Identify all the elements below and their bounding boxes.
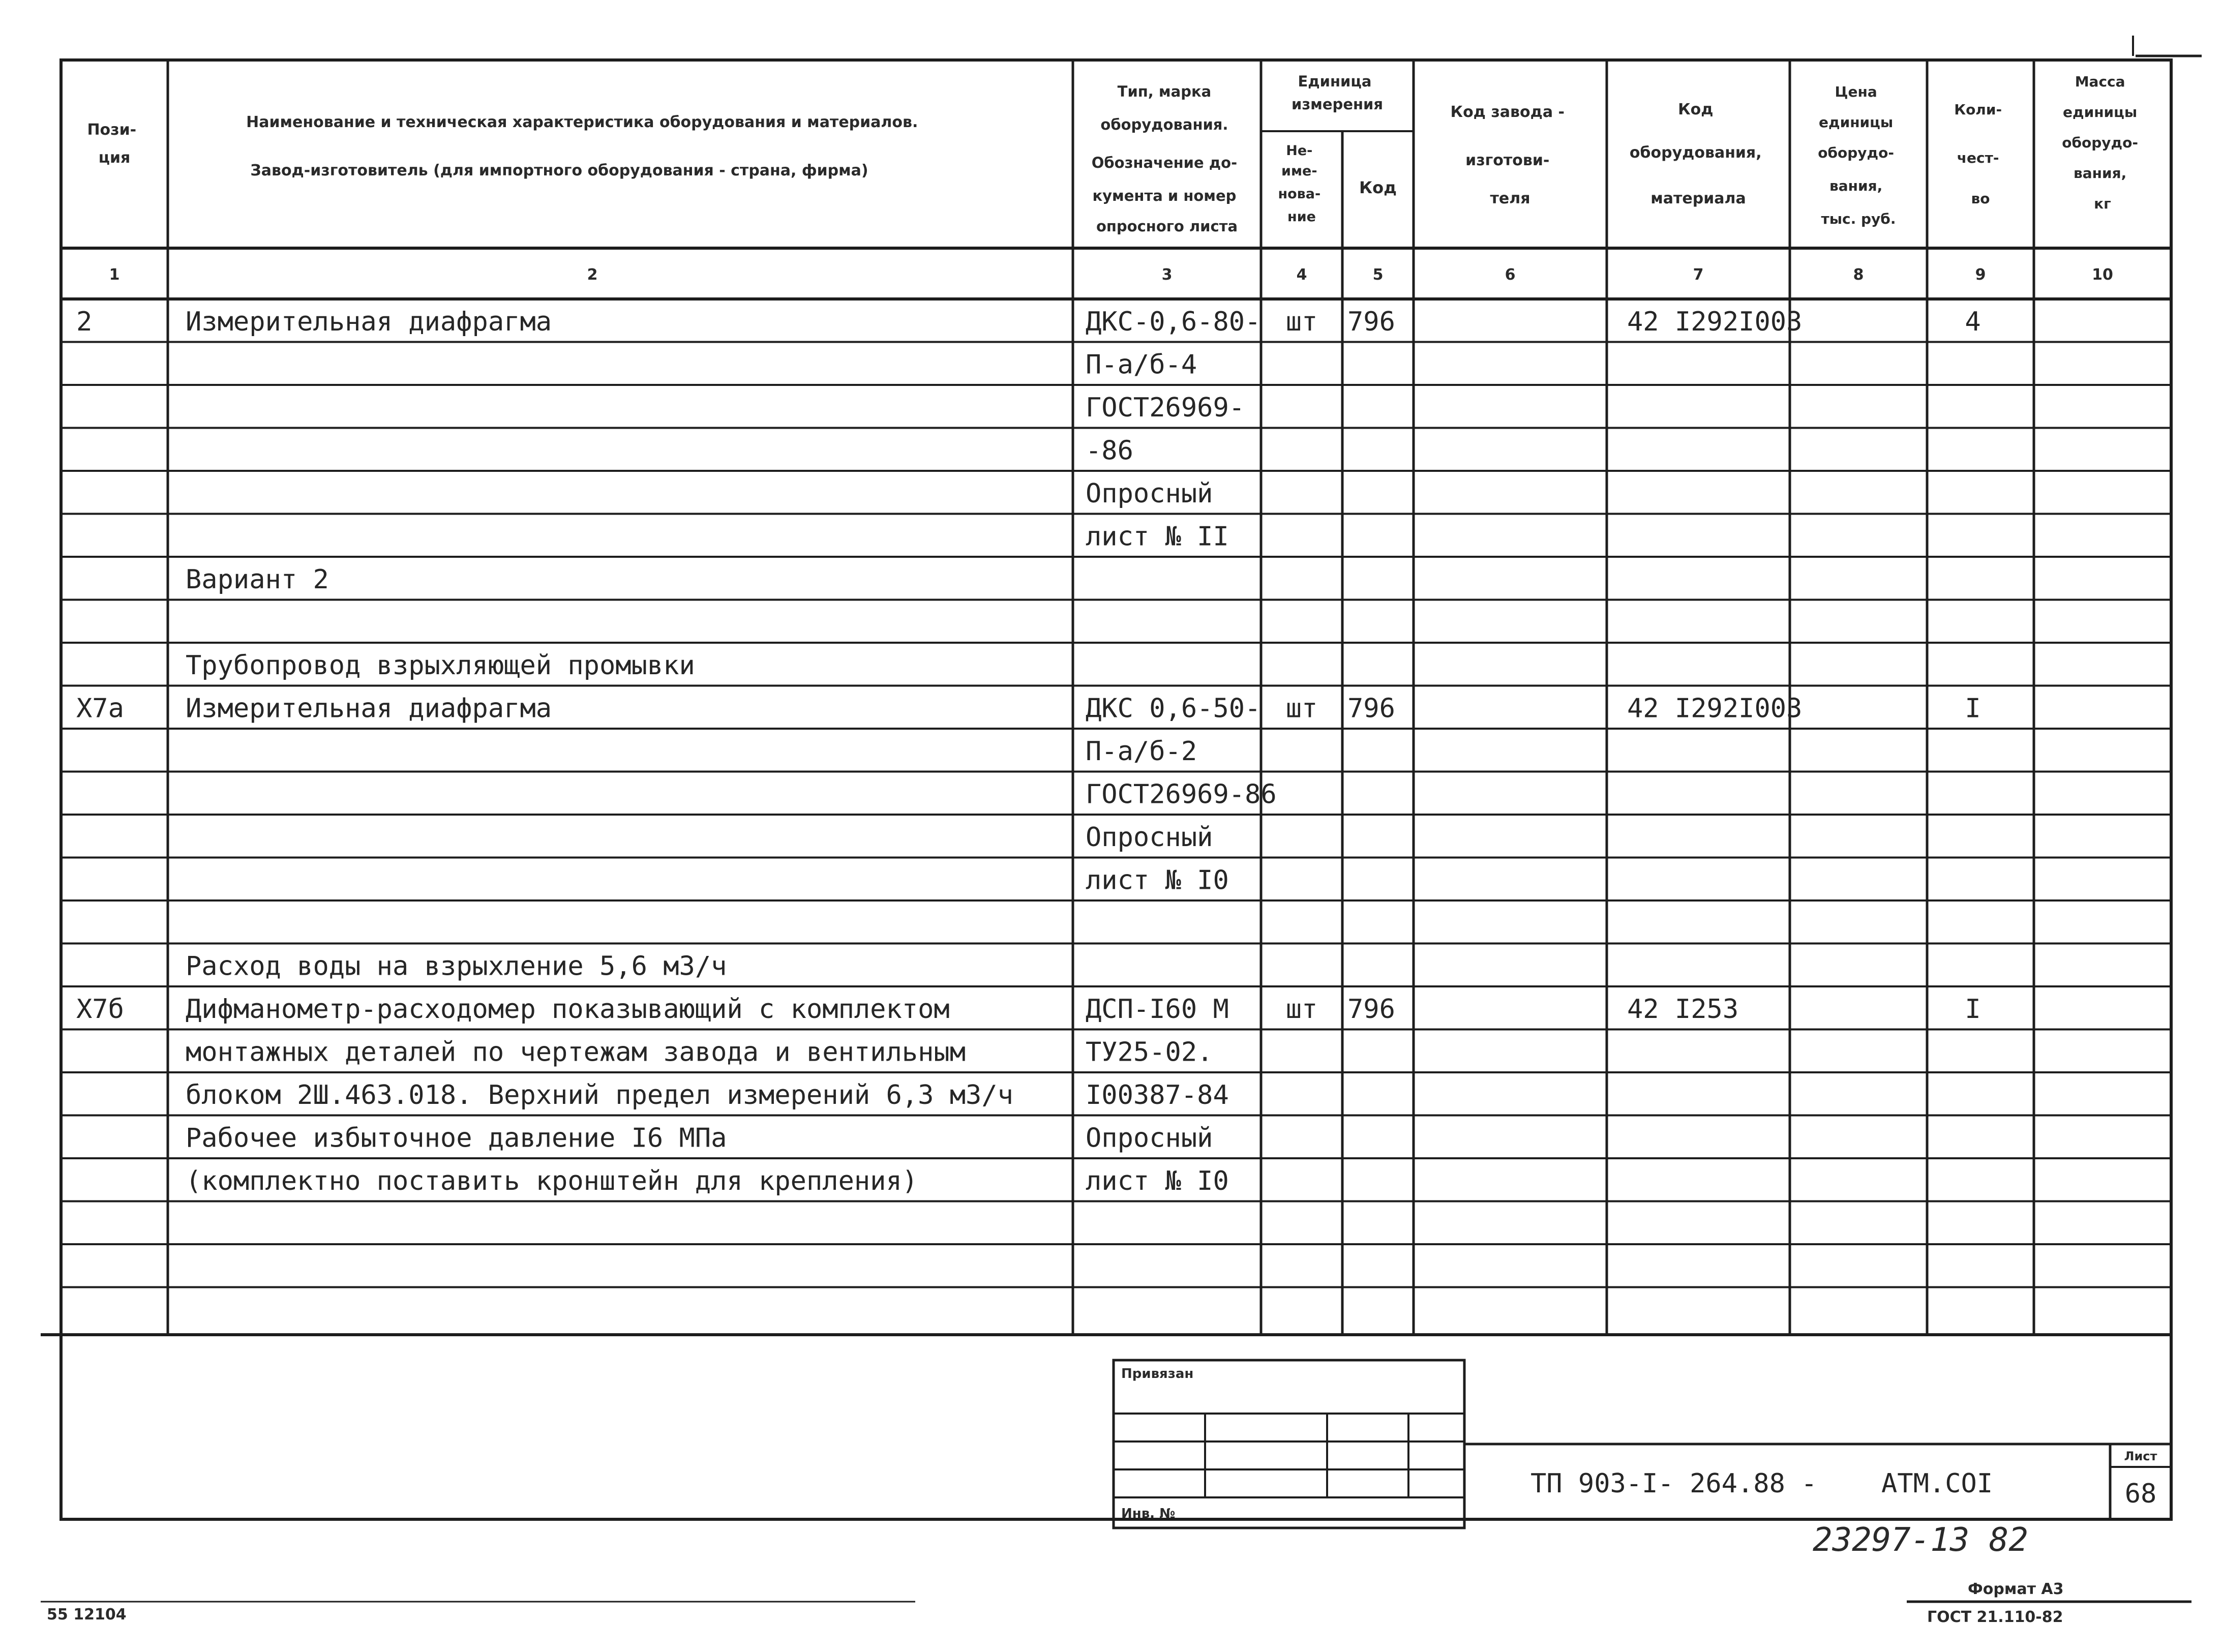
svg-text:8: 8 [1853, 266, 1864, 284]
cell-unit-code: 796 [1347, 693, 1395, 724]
inventory-label: Инв. № [1121, 1506, 1176, 1521]
cell-quantity: I [1965, 994, 1981, 1025]
cell-type: П-а/б-4 [1086, 349, 1197, 380]
format-label: Формат А3 [1968, 1580, 2064, 1598]
cell-type: лист № I0 [1086, 1166, 1229, 1196]
cell-type: I00387-84 [1086, 1080, 1229, 1110]
cell-unit: шт [1285, 693, 1318, 724]
table-row [186, 1123, 1213, 1154]
cell-equipment-code: 42 I253 [1627, 994, 1739, 1025]
spec-rows [76, 307, 1981, 1196]
cell-unit-code: 796 [1347, 994, 1395, 1025]
header-pos: Пози- ция [87, 121, 137, 167]
table-row [186, 1037, 1213, 1068]
svg-text:1: 1 [109, 266, 120, 284]
table-row [186, 564, 329, 595]
cell-type: ТУ25-02. [1086, 1037, 1213, 1068]
header-unit-code: Код [1359, 178, 1397, 197]
cell-quantity: I [1965, 693, 1981, 724]
cell-name: Расход воды на взрыхление 5,6 м3/ч [186, 951, 727, 982]
svg-text:5: 5 [1372, 266, 1384, 284]
header-price: Цена единицы оборудо- вания, тыс. руб. [1818, 83, 1896, 227]
cell-unit: шт [1285, 307, 1318, 337]
table-row [76, 994, 1981, 1025]
bound-label: Привязан [1121, 1366, 1194, 1381]
table-row [1086, 736, 1197, 767]
cell-name: Рабочее избыточное давление I6 МПа [186, 1123, 727, 1154]
svg-text:10: 10 [2092, 266, 2113, 284]
header-qty: Коли- чест- во [1954, 101, 2002, 207]
cell-equipment-code: 42 I292I003 [1627, 307, 1803, 337]
table-row [76, 694, 1981, 724]
cell-name: Трубопровод взрыхляющей промывки [186, 650, 695, 681]
header-code: Код оборудования, материала [1629, 101, 1762, 207]
cell-type: Опросный [1086, 1123, 1213, 1154]
header-unit: Единица измерения [1292, 73, 1383, 113]
cell-unit: шт [1285, 994, 1318, 1025]
table-row [1086, 822, 1213, 853]
table-row [1086, 393, 1245, 423]
table-row [186, 650, 695, 681]
cell-quantity: 4 [1965, 307, 1981, 337]
header-type: Тип, марка оборудования. Обозначение до- кумента и номер опросного листа [1091, 83, 1238, 235]
cell-type: лист № I0 [1086, 865, 1229, 896]
table-row [1086, 350, 1197, 380]
cell-name: Измерительная диафрагма [186, 307, 552, 337]
sheet-number: 68 [2124, 1479, 2157, 1509]
archive-number: 23297-13 82 [1813, 1521, 2028, 1559]
cell-name: блоком 2Ш.463.018. Верхний предел измерений 6,3 м3/ч [186, 1080, 1013, 1110]
svg-text:6: 6 [1505, 266, 1516, 284]
document-suffix: АТМ.СОI [1881, 1468, 1993, 1499]
title-block [1114, 1360, 2171, 1528]
header-maker: Код завода - изготови- теля [1450, 103, 1565, 207]
print-number: 55 12104 [47, 1606, 127, 1624]
table-header [87, 73, 2143, 235]
header-name: Наименование и техническая характеристика оборудования и материалов. Завод-изготовитель (для импортного оборудования - страна, фирма) [246, 113, 918, 179]
table-row [1086, 865, 1229, 896]
svg-text:3: 3 [1161, 266, 1173, 284]
cell-position: Х7б [76, 994, 124, 1025]
sheet-label: Лист [2124, 1449, 2157, 1463]
cell-type: -86 [1086, 435, 1133, 466]
gost-label: ГОСТ 21.110-82 [1927, 1608, 2063, 1626]
document-code: ТП 903-I- 264.88 - [1530, 1468, 1817, 1499]
cell-type: ГОСТ26969- [1086, 393, 1245, 423]
header-unit-name: Не- име- нова- ние [1278, 143, 1321, 225]
cell-type: Опросный [1086, 822, 1213, 853]
cell-type: лист № II [1086, 521, 1229, 552]
table-row [1086, 478, 1213, 509]
column-numbers [109, 266, 2113, 284]
cell-type: П-а/б-2 [1086, 736, 1197, 767]
table-row [1086, 522, 1229, 552]
table-row [1086, 436, 1133, 466]
svg-text:7: 7 [1693, 266, 1704, 284]
cell-name: Дифманометр-расходомер показывающий с комплектом [186, 994, 950, 1025]
cell-name: (комплектно поставить кронштейн для крепления) [186, 1166, 918, 1196]
cell-type: ГОСТ26969-86 [1086, 779, 1277, 810]
cell-type: ДКС-0,6-80- [1086, 307, 1261, 337]
table-row [76, 307, 1981, 337]
cell-name: Вариант 2 [186, 564, 329, 595]
cell-type: ДСП-I60 М [1086, 994, 1229, 1025]
cell-type: ДКС 0,6-50- [1086, 693, 1261, 724]
table-row [186, 951, 727, 982]
svg-text:2: 2 [587, 266, 598, 284]
footer [41, 1521, 2191, 1626]
cell-position: 2 [76, 307, 93, 337]
svg-text:4: 4 [1296, 266, 1307, 284]
table-grid [41, 36, 2202, 1519]
cell-position: Х7а [76, 693, 124, 724]
cell-unit-code: 796 [1347, 307, 1395, 337]
cell-name: Измерительная диафрагма [186, 693, 552, 724]
header-mass: Масса единицы оборудо- вания, кг [2062, 73, 2139, 212]
table-row [1086, 779, 1277, 810]
svg-text:9: 9 [1975, 266, 1986, 284]
cell-name: монтажных деталей по чертежам завода и вентильным [186, 1037, 966, 1068]
cell-type: Опросный [1086, 478, 1213, 509]
cell-equipment-code: 42 I292I003 [1627, 693, 1803, 724]
